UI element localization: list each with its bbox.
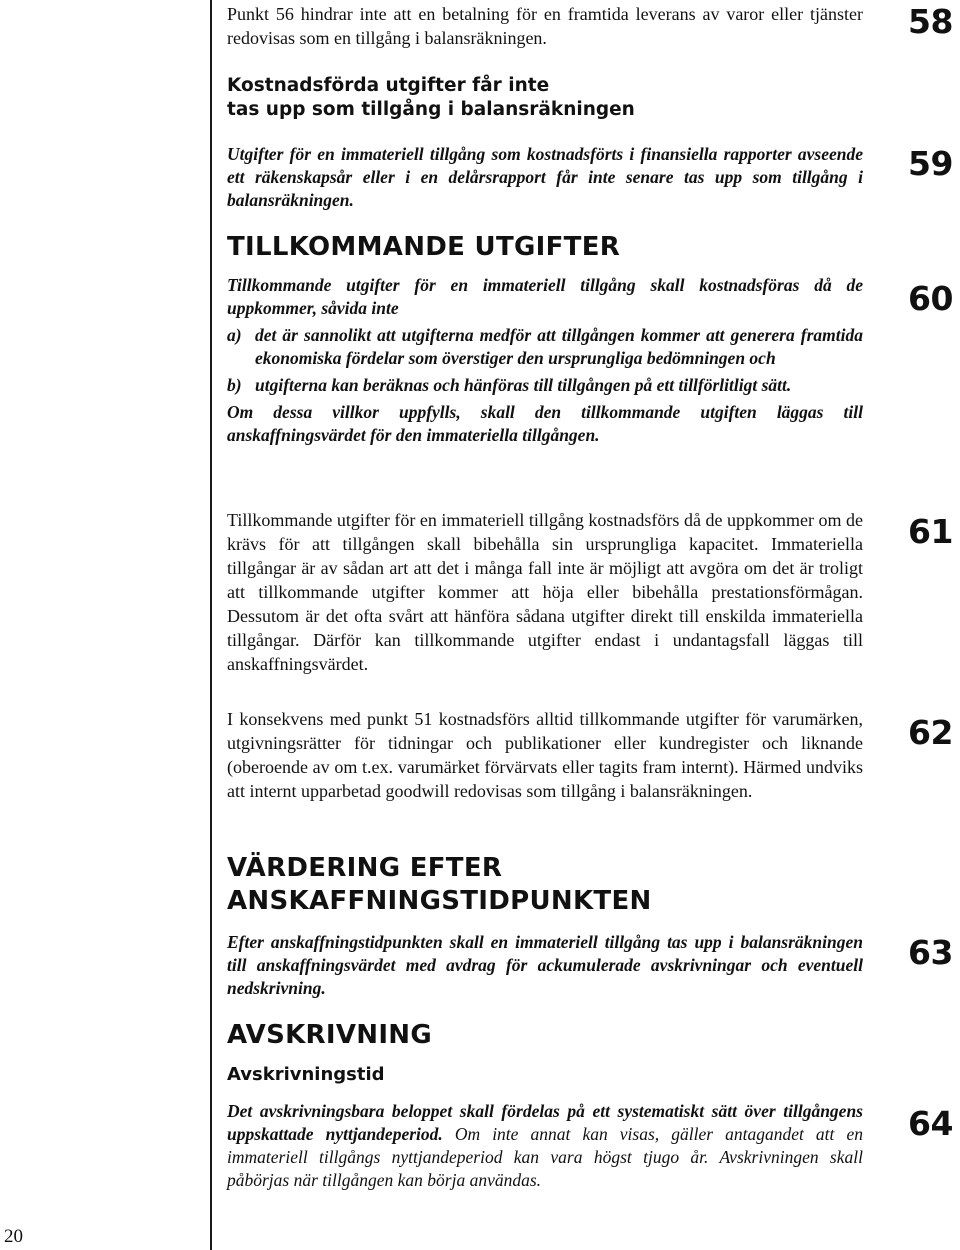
subheading: Avskrivningstid [227,1064,385,1085]
paragraph-62 [227,707,863,803]
paragraph-64-part2: Om inte annat kan visas, gäller antagandet att en immateriell tillgångs nyttjandeperiod kan vara högst tjugo år. Avskrivningen skall påbörjas när tillgången kan börja användas. [227,1124,863,1190]
list-marker-b: b) [227,375,242,395]
paragraph-number-60: 60 [908,279,953,318]
paragraph-61 [227,508,863,676]
paragraph-60 [227,274,863,447]
section-heading-line2: ANSKAFFNINGSTIDPUNKTEN [227,886,652,916]
paragraph-64 [227,1100,863,1192]
section-heading: TILLKOMMANDE UTGIFTER [227,232,621,262]
paragraph-63-text: Efter anskaffningstidpunkten skall en immateriell tillgång tas upp i balansräkningen till anskaffningsvärdet med avdrag för ackumulerade avskrivningar och eventuell nedskrivning. [227,932,863,998]
paragraph-60-intro: Tillkommande utgifter för en immateriell tillgång skall kostnadsföras då de uppkommer, såvida inte [227,275,863,318]
paragraph-61-text: Tillkommande utgifter för en immateriell tillgång kostnadsförs då de uppkommer om de krävs för att tillgången skall bibehålla sin ursprungliga kapacitet. Immateriella tillgångar är av sådan art att det i många fall inte är möjligt att avgöra om det är troligt att tillkommande utgifter kommer att höja eller bibehålla prestationsförmågan. Dessutom är det ofta svårt att hänföra sådana utgifter direkt till enskilda immateriella tillgångar. Därför kan tillkommande utgifter endast i undantagsfall läggas till anskaffningsvärdet. [227,510,863,674]
section-amortisation-subheading [227,1064,863,1086]
paragraph-59-text: Utgifter för en immateriell tillgång som kostnadsförts i finansiella rapporter avseende ett räkenskapsår eller i en delårsrapport får inte senare tas upp som tillgång i balansräkningen. [227,144,863,210]
paragraph-64-part1: Det avskrivningsbara beloppet skall fördelas på ett systematiskt sätt över tillgångens uppskattade nyttjandeperiod. [227,1101,863,1144]
section-expensed-heading [227,74,863,122]
section-heading-line1: Kostnadsförda utgifter får inte [227,75,550,96]
section-measurement-heading [227,852,863,918]
section-subsequent-heading [227,231,863,264]
section-heading-line1: VÄRDERING EFTER [227,853,503,883]
paragraph-63 [227,931,863,1000]
paragraph-59 [227,143,863,212]
paragraph-58-text: Punkt 56 hindrar inte att en betalning för en framtida leverans av varor eller tjänster redovisas som en tillgång i balansräkningen. [227,4,863,48]
list-item-b [227,374,863,397]
paragraph-number-59: 59 [908,144,953,183]
section-amortisation-heading [227,1019,863,1052]
paragraph-62-text: I konsekvens med punkt 51 kostnadsförs alltid tillkommande utgifter för varumärken, utgivningsrätter för tidningar och publikationer eller kundregister och liknande (oberoende av om t.ex. varumärket förvärvats eller tagits fram internt). Härmed undviks att internt upparbetad goodwill redovisas som tillgång i balansräkningen. [227,709,863,801]
paragraph-number-64: 64 [908,1104,953,1143]
list-item-a-text: det är sannolikt att utgifterna medför att tillgången kommer att generera framtida ekonomiska fördelar som överstiger den ursprungliga bedömningen och [255,325,863,368]
paragraph-number-58: 58 [908,2,953,41]
paragraph-64-text [227,1100,863,1192]
margin-rule [210,0,212,1250]
list-marker-a: a) [227,325,242,345]
paragraph-58 [227,2,863,50]
paragraph-number-61: 61 [908,512,953,551]
page-number: 20 [4,1226,23,1247]
section-heading: AVSKRIVNING [227,1020,433,1050]
paragraph-60-outro: Om dessa villkor uppfylls, skall den tillkommande utgiften läggas till anskaffningsvärdet för den immateriella tillgången. [227,402,863,445]
list-item-b-text: utgifterna kan beräknas och hänföras till tillgången på ett tillförlitligt sätt. [255,375,792,395]
list-item-a [227,324,863,370]
paragraph-number-63: 63 [908,933,953,972]
section-heading-line2: tas upp som tillgång i balansräkningen [227,99,635,120]
paragraph-number-62: 62 [908,713,953,752]
